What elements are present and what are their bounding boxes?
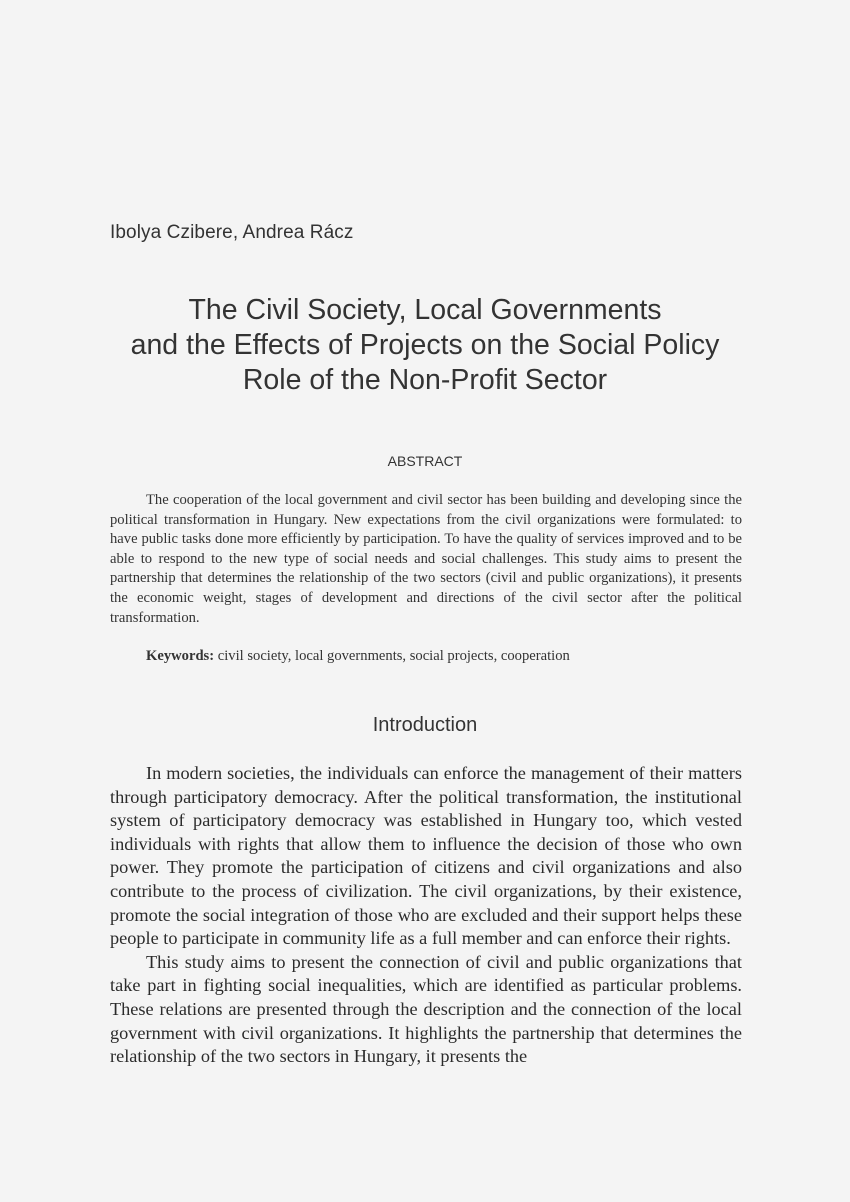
body-paragraph: In modern societies, the individuals can enforce the management of their matters through participatory democracy. After the political transformation, the institutional system of participatory democracy was established in Hungary too, which vested individuals with rights that allow them to influence the decision of those who own power. They promote the participation of citizens and civil organizations and also contribute to the process of civilization. The civil organizations, by their existence, promote the social integration of those who are excluded and their support helps these people to participate in community life as a full member and can enforce their rights.	[110, 763, 742, 949]
abstract-text: The cooperation of the local government and civil sector has been building and developing since the political transformation in Hungary. New expectations from the civil organizations were formulated: to have public tasks done more efficiently by participation. To have the quality of services improved and to be able to respond to the new type of social needs and social challenges. This study aims to present the partnership that determines the relationship of the two sectors (civil and public organizations), it presents the economic weight, stages of development and directions of the civil sector after the political transformation.	[110, 492, 742, 626]
paper-title	[80, 293, 770, 398]
keywords-label: Keywords:	[146, 648, 215, 664]
abstract-heading: ABSTRACT	[387, 453, 463, 469]
introduction-body	[110, 762, 742, 1069]
keywords-line	[146, 648, 570, 665]
keywords-text: civil society, local governments, social projects, cooperation	[214, 648, 570, 664]
title-line-1: The Civil Society, Local Governments	[188, 294, 662, 326]
author-names: Ibolya Czibere, Andrea Rácz	[110, 222, 354, 243]
title-line-3: Role of the Non-Profit Sector	[242, 364, 608, 396]
introduction-heading: Introduction	[372, 714, 478, 736]
body-paragraph: This study aims to present the connection of civil and public organizations that take part in fighting social inequalities, which are identified as particular problems. These relations are presented through the description and the connection of the local government with civil organizations. It highlights the partnership that determines the relationship of the two sectors in Hungary, it presents the	[110, 951, 742, 1067]
title-line-2: and the Effects of Projects on the Social Policy	[130, 329, 720, 361]
